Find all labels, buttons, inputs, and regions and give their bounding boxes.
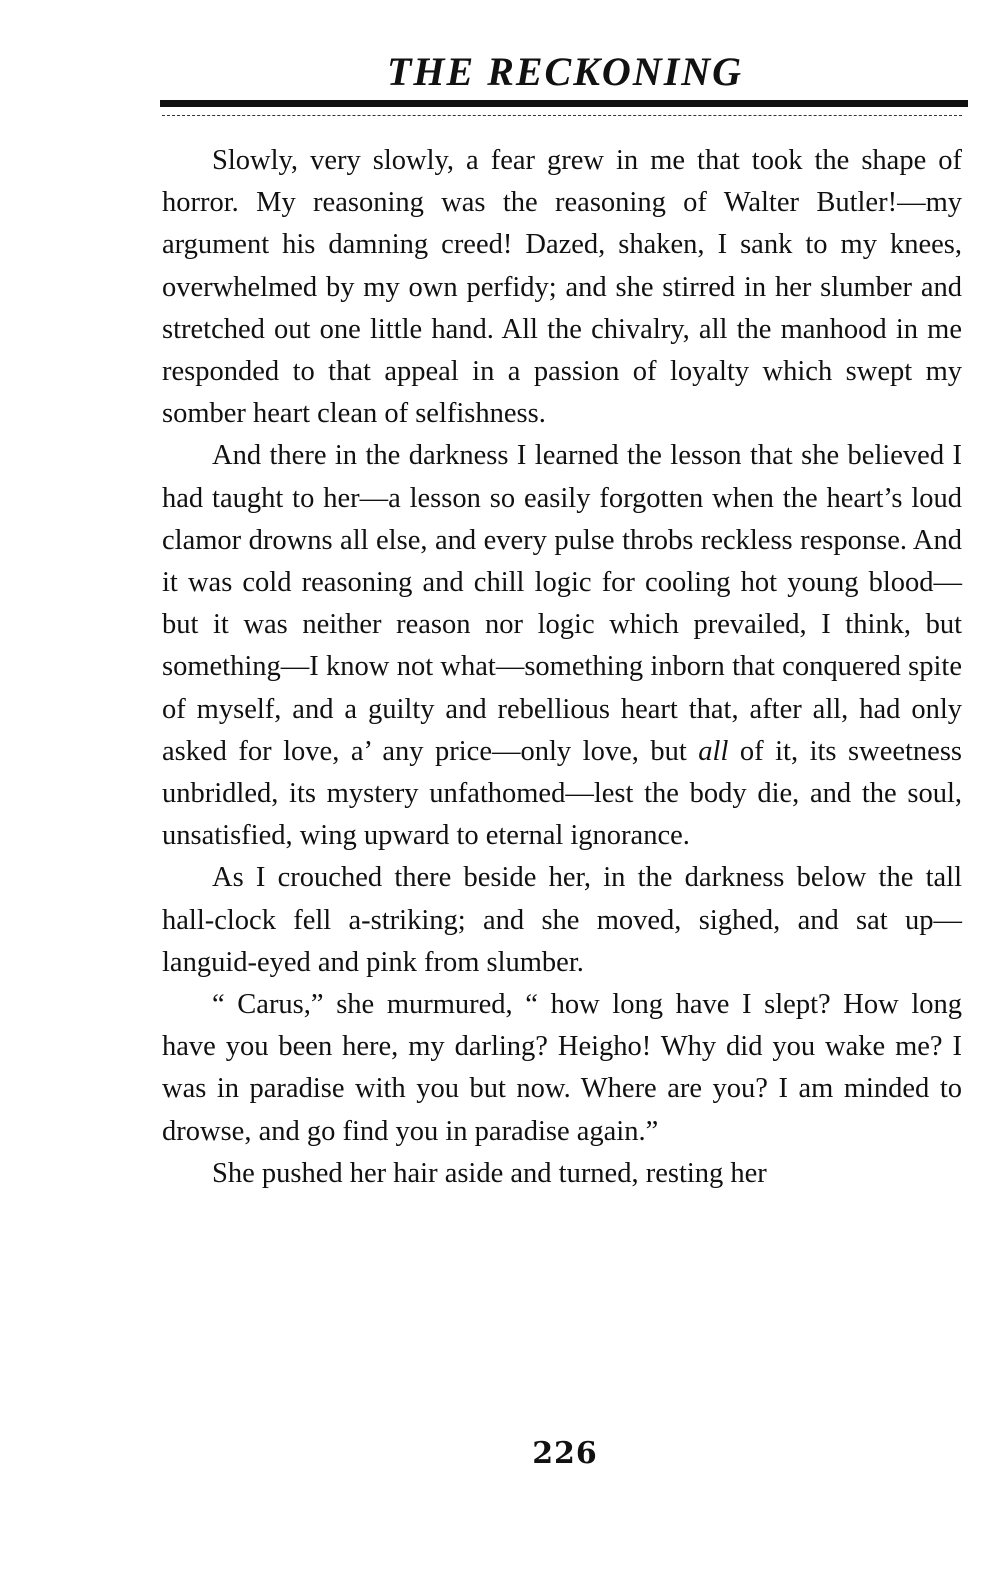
paragraph: As I crouched there beside her, in the darkness below the tall hall-clock fell a-striking; and she moved, sighed, and sat up—languid-eyed and pink from slumber. [162, 862, 962, 978]
body-text [162, 140, 962, 1195]
paragraph: “ Carus,” she murmured, “ how long have I slept? How long have you been here, my darling? Heigho! Why did you wake me? I was in paradise with you but now. Where are you? I am minded to drowse, and go find you in paradise again.” [162, 989, 962, 1147]
page-number: 226 [532, 1436, 598, 1471]
header-rule-thin [162, 115, 962, 116]
running-title: THE RECKONING [386, 49, 744, 94]
header-rule-thick [160, 100, 968, 107]
paragraph: Slowly, very slowly, a fear grew in me that took the shape of horror. My reasoning was the reasoning of Walter Butler!—my argument his damning creed! Dazed, shaken, I sank to my knees, overwhelmed by my own perfidy; and she stirred in her slumber and stretched out one little hand. All the chivalry, all the manhood in me responded to that appeal in a passion of loyalty which swept my somber heart clean of selfishness. [162, 145, 962, 430]
paragraph: She pushed her hair aside and turned, resting her [212, 1157, 767, 1189]
paragraph: And there in the darkness I learned the lesson that she believed I had taught to her—a lesson so easily forgotten when the heart’s loud clamor drowns all else, and every pulse throbs reckless response. And it was cold reasoning and chill logic for cooling hot young blood—but it was neither reason nor logic which prevailed, I think, but something—I know not what—something inborn that conquered spite of myself, and a guilty and rebellious heart that, after all, had only asked for love, a’ any price—only love, but all of it, its sweetness unbridled, its mystery unfathomed—lest the body die, and the soul, unsatisfied, wing upward to eternal ignorance. [162, 440, 962, 852]
emphasis: all [698, 735, 729, 767]
